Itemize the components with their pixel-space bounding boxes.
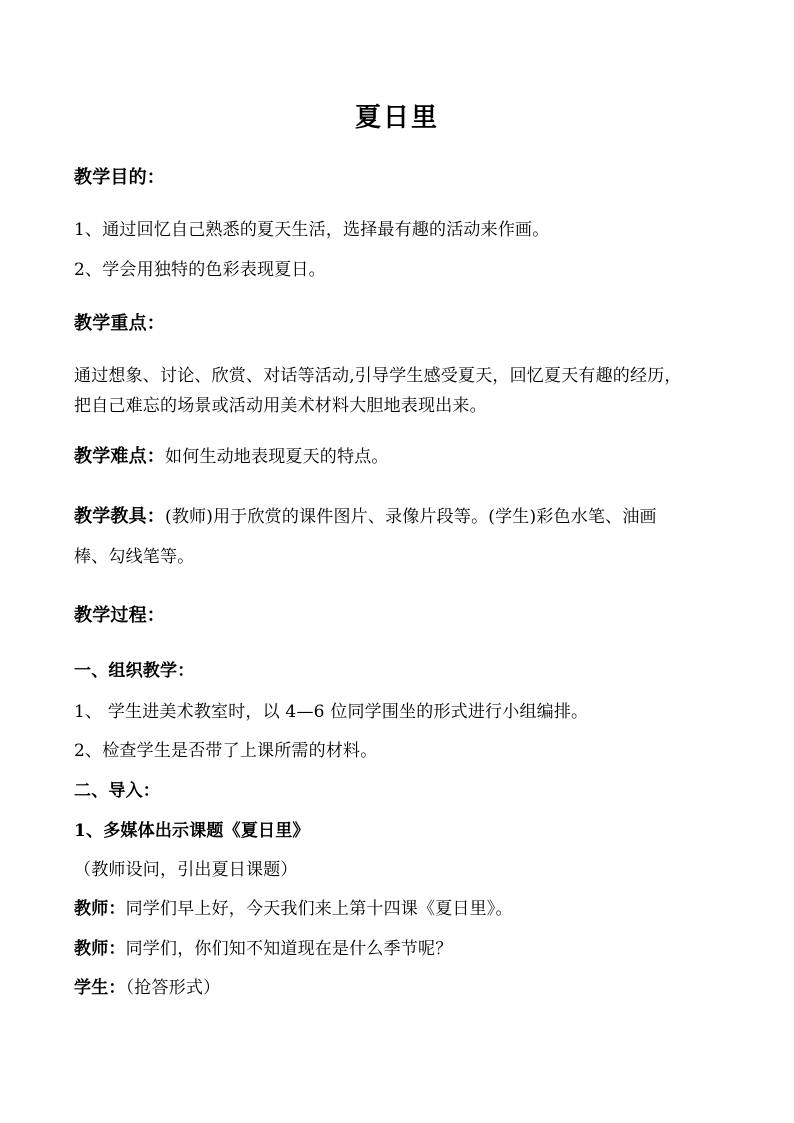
part2-heading: 二、导入： [74, 781, 160, 801]
dialogue-line-2 [74, 937, 734, 961]
dialogue-line-1 [74, 897, 734, 921]
part2-subheading: 1、多媒体出示课题《夏日里》 [74, 821, 310, 841]
tools-line-1: (教师)用于欣赏的课件图片、录像片段等。(学生)彩色水笔、油画 [165, 507, 657, 527]
key-points-heading: 教学重点： [74, 313, 165, 334]
key-points-line-2: 把自己难忘的场景或活动用美术材料大胆地表现出来。 [74, 396, 487, 416]
difficulty-label: 教学难点： [74, 446, 165, 467]
part1-heading: 一、组织教学： [74, 661, 195, 681]
part1-item-1: 1、 学生进美术教室时，以 4—6 位同学围坐的形式进行小组编排。 [74, 702, 589, 722]
key-points-line-1: 通过想象、讨论、欣赏、对话等活动,引导学生感受夏天，回忆夏天有趣的经历， [74, 366, 682, 386]
dialogue-speaker-3: 学生： [74, 978, 126, 998]
process-heading: 教学过程： [74, 605, 165, 626]
dialogue-text-3: （抢答形式） [125, 978, 221, 998]
objective-item-2: 2、学会用独特的色彩表现夏日。 [74, 260, 326, 280]
dialogue-text-1: 同学们早上好，今天我们来上第十四课《夏日里》。 [125, 899, 513, 919]
dialogue-speaker-2: 教师： [74, 939, 126, 959]
dialogue-line-3 [74, 976, 734, 1000]
tools-label: 教学教具： [74, 506, 165, 527]
part1-item-2: 2、检查学生是否带了上课所需的材料。 [74, 741, 378, 761]
tools-row [74, 505, 734, 529]
dialogue-text-2: 同学们，你们知不知道现在是什么季节呢？ [125, 939, 453, 959]
tools-line-2: 棒、勾线笔等。 [74, 547, 195, 567]
part2-note: （教师设问，引出夏日课题） [74, 860, 298, 880]
objective-item-1: 1、通过回忆自己熟悉的夏天生活，选择最有趣的活动来作画。 [74, 220, 550, 240]
difficulty-text: 如何生动地表现夏天的特点。 [165, 447, 389, 467]
dialogue-speaker-1: 教师： [74, 899, 126, 919]
objectives-heading: 教学目的： [74, 167, 165, 188]
difficulty-row [74, 445, 734, 469]
document-title: 夏日里 [354, 103, 439, 133]
